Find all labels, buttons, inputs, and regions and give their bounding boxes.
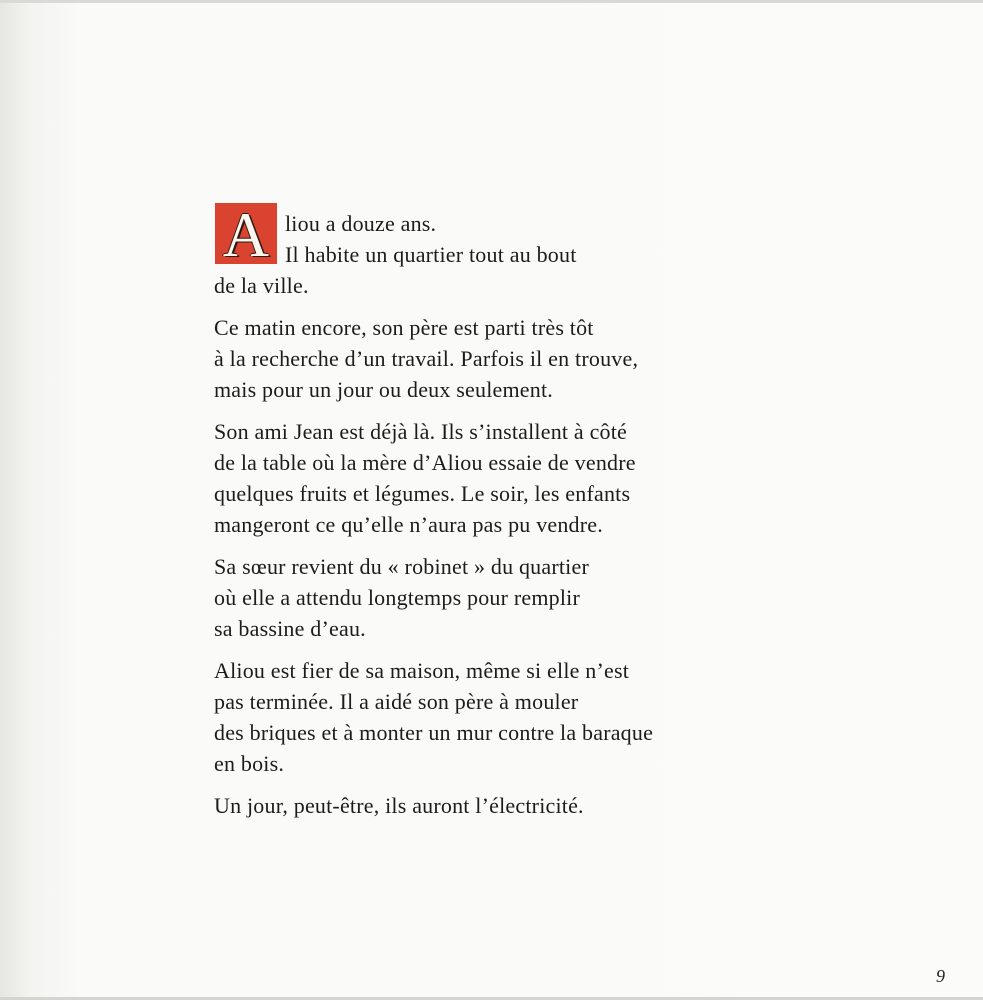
text-line: sa bassine d’eau. [214, 616, 366, 641]
text-line: Sa sœur revient du « robinet » du quartier [214, 554, 589, 579]
paragraph-6 [214, 790, 774, 821]
text-line: de la ville. [214, 273, 309, 298]
text-line: Il habite un quartier tout au bout [285, 242, 577, 267]
paragraph-3 [214, 416, 774, 540]
paragraph-1 [214, 203, 774, 301]
text-line: en bois. [214, 751, 285, 776]
drop-cap-illuminated-letter [215, 203, 277, 264]
page-number: 9 [936, 966, 945, 986]
text-line: Aliou est fier de sa maison, même si elle n’est [214, 658, 630, 683]
story-text [214, 203, 774, 832]
text-line: Un jour, peut-être, ils auront l’électricité. [214, 793, 584, 818]
paragraph-4 [214, 551, 774, 644]
text-line: pas terminée. Il a aidé son père à mouler [214, 689, 579, 714]
text-line: quelques fruits et légumes. Le soir, les enfants [214, 481, 631, 506]
text-line: à la recherche d’un travail. Parfois il en trouve, [214, 346, 639, 371]
text-line: des briques et à monter un mur contre la baraque [214, 720, 654, 745]
text-line: Ce matin encore, son père est parti très tôt [214, 315, 594, 340]
paragraph-5 [214, 655, 774, 779]
text-line: de la table où la mère d’Aliou essaie de vendre [214, 450, 636, 475]
page-top-edge [0, 0, 983, 3]
drop-cap-letter: A [222, 203, 270, 264]
text-line: Son ami Jean est déjà là. Ils s’installent à côté [214, 419, 628, 444]
text-line: où elle a attendu longtemps pour remplir [214, 585, 581, 610]
text-line: liou a douze ans. [285, 211, 437, 236]
text-line: mangeront ce qu’elle n’aura pas pu vendre. [214, 512, 603, 537]
paragraph-2 [214, 312, 774, 405]
text-line: mais pour un jour ou deux seulement. [214, 377, 553, 402]
